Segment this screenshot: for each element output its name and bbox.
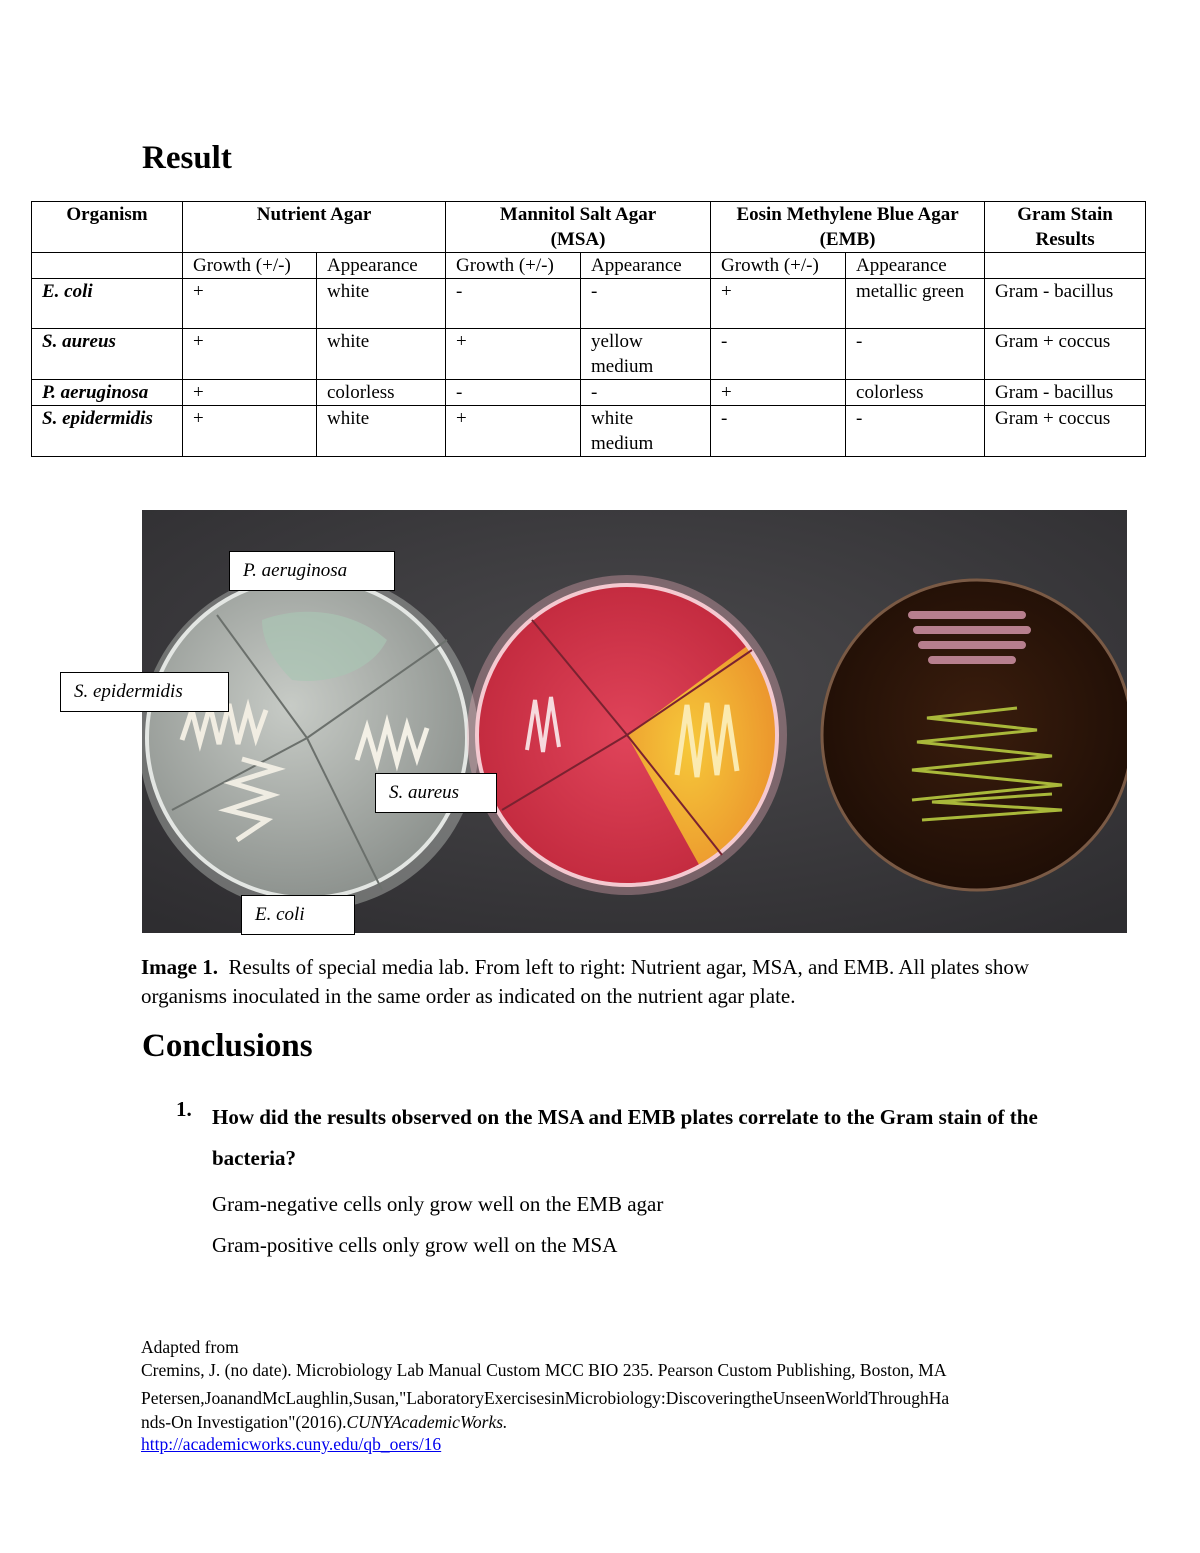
table-row <box>32 406 1146 457</box>
table-cell: - <box>711 329 846 380</box>
footer-ref2-line1: Petersen,JoanandMcLaughlin,Susan,"LaboratoryExercisesinMicrobiology:DiscoveringtheUnseenWorldThroughHa <box>141 1388 950 1408</box>
table-cell: yellow medium <box>581 329 711 380</box>
subheader-growth: Growth (+/-) <box>446 253 581 279</box>
table-cell: + <box>711 380 846 406</box>
table-cell: white medium <box>581 406 711 457</box>
header-nutrient-agar: Nutrient Agar <box>183 202 446 253</box>
organism-cell: S. epidermidis <box>32 406 183 457</box>
table-cell: - <box>446 380 581 406</box>
table-cell: white <box>317 279 446 329</box>
label-s-aureus: S. aureus <box>375 773 497 813</box>
label-e-coli: E. coli <box>241 895 355 935</box>
footer-link[interactable]: http://academicworks.cuny.edu/qb_oers/16 <box>141 1434 442 1454</box>
table-row <box>32 329 1146 380</box>
table-cell: + <box>183 279 317 329</box>
organism-cell: E. coli <box>32 279 183 329</box>
caption-label: Image 1. <box>141 955 218 979</box>
organism-cell: P. aeruginosa <box>32 380 183 406</box>
subheader-growth: Growth (+/-) <box>183 253 317 279</box>
table-cell: Gram + coccus <box>985 406 1146 457</box>
footer-ref1: Cremins, J. (no date). Microbiology Lab Manual Custom MCC BIO 235. Pearson Custom Publishing, Boston, MA <box>141 1360 947 1380</box>
label-s-epidermidis: S. epidermidis <box>60 672 229 712</box>
table-cell: colorless <box>317 380 446 406</box>
header-gram-stain: Gram Stain Results <box>985 202 1146 253</box>
subheader-appearance: Appearance <box>317 253 446 279</box>
emb-plate <box>822 580 1127 890</box>
image-caption <box>141 953 1041 1011</box>
table-cell: + <box>446 329 581 380</box>
table-cell: - <box>446 279 581 329</box>
result-heading: Result <box>142 140 232 176</box>
table-row <box>32 380 1146 406</box>
table-cell: + <box>446 406 581 457</box>
table-subheader-row <box>32 253 1146 279</box>
organism-cell: S. aureus <box>32 329 183 380</box>
label-p-aeruginosa: P. aeruginosa <box>229 551 395 591</box>
answer-line: Gram-negative cells only grow well on the EMB agar <box>212 1192 664 1216</box>
table-cell: - <box>581 279 711 329</box>
msa-plate <box>467 575 787 895</box>
subheader-growth: Growth (+/-) <box>711 253 846 279</box>
caption-text: Results of special media lab. From left to right: Nutrient agar, MSA, and EMB. All plates show organisms inoculated in the same order as indicated on the nutrient agar plate. <box>141 955 1030 1008</box>
footer-adapted: Adapted from <box>141 1337 239 1357</box>
table-cell: + <box>183 406 317 457</box>
subheader-appearance: Appearance <box>581 253 711 279</box>
table-cell: Gram + coccus <box>985 329 1146 380</box>
table-header-row <box>32 202 1146 253</box>
table-cell: Gram - bacillus <box>985 380 1146 406</box>
footer-ref2-line2: nds-On Investigation"(2016).CUNYAcademicWorks. <box>141 1412 508 1432</box>
table-cell: white <box>317 329 446 380</box>
table-cell: metallic green <box>846 279 985 329</box>
table-cell: Gram - bacillus <box>985 279 1146 329</box>
table-cell: + <box>183 380 317 406</box>
table-cell: colorless <box>846 380 985 406</box>
table-cell: white <box>317 406 446 457</box>
header-organism: Organism <box>32 202 183 253</box>
table-cell: - <box>846 406 985 457</box>
footer-ref2-italic: CUNYAcademicWorks. <box>346 1412 508 1432</box>
subheader-appearance: Appearance <box>846 253 985 279</box>
results-table <box>31 201 1146 457</box>
conclusions-heading: Conclusions <box>142 1028 313 1064</box>
header-emb: Eosin Methylene Blue Agar (EMB) <box>711 202 985 253</box>
answer-line: Gram-positive cells only grow well on the MSA <box>212 1233 618 1257</box>
table-cell: - <box>581 380 711 406</box>
question-number: 1. <box>176 1097 192 1121</box>
table-row <box>32 279 1146 329</box>
question-text: How did the results observed on the MSA and EMB plates correlate to the Gram stain of the bacteria? <box>212 1105 1038 1170</box>
table-cell: + <box>183 329 317 380</box>
table-cell: + <box>711 279 846 329</box>
nutrient-agar-plate <box>142 571 479 911</box>
table-cell: - <box>711 406 846 457</box>
table-cell: - <box>846 329 985 380</box>
header-msa: Mannitol Salt Agar (MSA) <box>446 202 711 253</box>
